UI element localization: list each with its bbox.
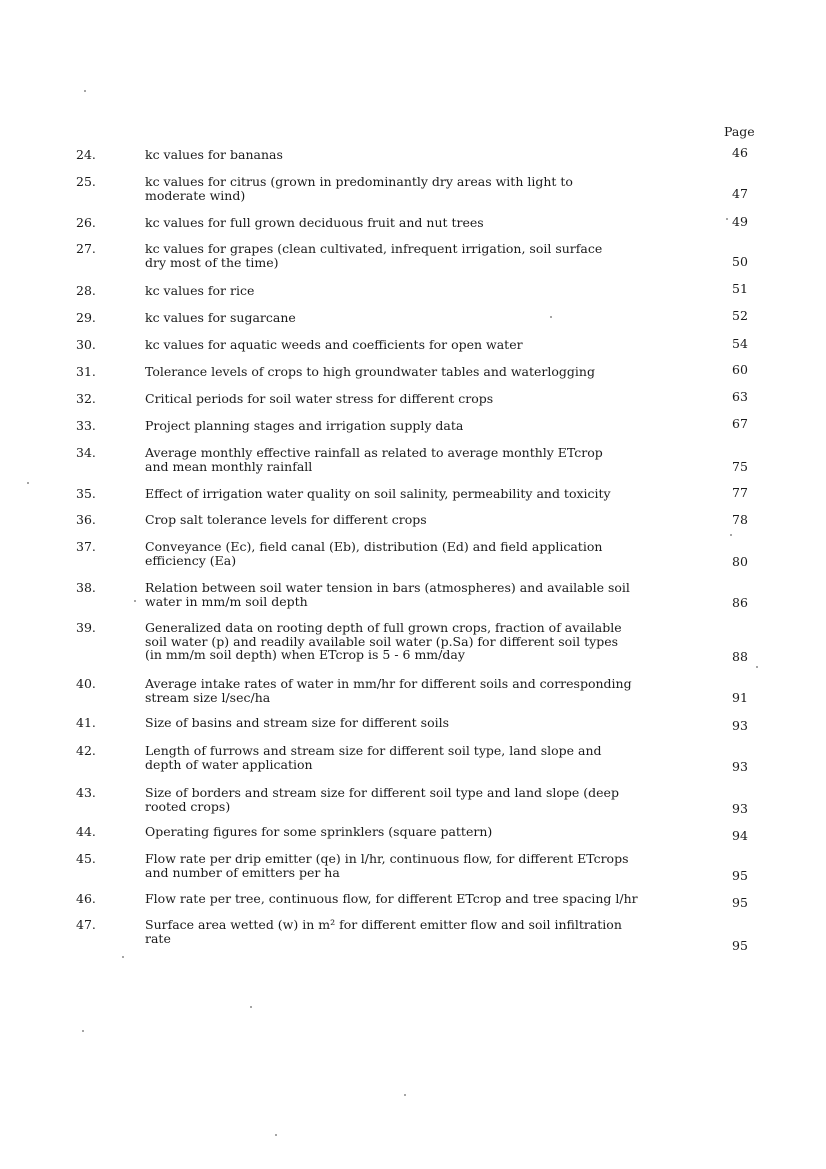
scan-speck	[730, 534, 732, 536]
scan-speck	[122, 956, 124, 958]
entry-number: 39.	[76, 620, 96, 635]
entry-title: kc values for full grown deciduous fruit and nut trees	[145, 215, 484, 230]
entry-title: Conveyance (Ec), field canal (Eb), distribution (Ed) and field application efficiency (Ea)	[145, 539, 603, 568]
scan-speck	[250, 1006, 252, 1008]
entry-title: Length of furrows and stream size for different soil type, land slope and depth of water application	[145, 743, 602, 772]
entry-title: Surface area wetted (w) in m² for different emitter flow and soil infiltration rate	[145, 917, 622, 946]
entry-number: 35.	[76, 486, 96, 501]
entry-page: 51	[732, 281, 748, 296]
entry-title: kc values for citrus (grown in predominantly dry areas with light to moderate wind)	[145, 174, 573, 203]
entry-title: Crop salt tolerance levels for different crops	[145, 512, 427, 527]
scan-speck	[82, 1030, 84, 1032]
entry-page: 95	[732, 938, 748, 953]
entry-number: 38.	[76, 580, 96, 595]
scan-speck	[550, 316, 552, 318]
entry-title: kc values for aquatic weeds and coefficients for open water	[145, 337, 523, 352]
entry-page: 52	[732, 308, 748, 323]
entry-number: 34.	[76, 445, 96, 460]
entry-number: 46.	[76, 891, 96, 906]
entry-number: 31.	[76, 364, 96, 379]
entry-page: 54	[732, 336, 748, 351]
entry-number: 28.	[76, 283, 96, 298]
entry-page: 93	[732, 718, 748, 733]
entry-title: Project planning stages and irrigation supply data	[145, 418, 464, 433]
entry-page: 93	[732, 801, 748, 816]
entry-page: 77	[732, 485, 748, 500]
scan-speck	[84, 90, 86, 92]
entry-page: 93	[732, 759, 748, 774]
entry-page: 80	[732, 554, 748, 569]
entry-title: Flow rate per tree, continuous flow, for different ETcrop and tree spacing l/hr	[145, 891, 638, 906]
entry-number: 27.	[76, 241, 96, 256]
entry-page: 78	[732, 512, 748, 527]
entry-number: 33.	[76, 418, 96, 433]
entry-page: 91	[732, 690, 748, 705]
scan-speck	[134, 600, 136, 602]
scan-speck	[404, 1094, 406, 1096]
entry-number: 29.	[76, 310, 96, 325]
entry-number: 26.	[76, 215, 96, 230]
entry-page: 47	[732, 186, 748, 201]
entry-title: kc values for bananas	[145, 147, 283, 162]
entry-page: 94	[732, 828, 748, 843]
entry-number: 37.	[76, 539, 96, 554]
entry-title: kc values for grapes (clean cultivated, infrequent irrigation, soil surface dry most of the time)	[145, 241, 603, 270]
entry-title: Average intake rates of water in mm/hr for different soils and corresponding stream size l/sec/ha	[145, 676, 632, 705]
entry-number: 32.	[76, 391, 96, 406]
scan-speck	[756, 666, 758, 668]
page-label: Page	[724, 124, 755, 139]
entry-page: 67	[732, 416, 748, 431]
entry-page: 95	[732, 895, 748, 910]
entry-title: Size of borders and stream size for different soil type and land slope (deep rooted crops)	[145, 785, 619, 814]
entry-number: 25.	[76, 174, 96, 189]
entry-number: 40.	[76, 676, 96, 691]
entry-title: Effect of irrigation water quality on soil salinity, permeability and toxicity	[145, 486, 611, 501]
entry-title: Generalized data on rooting depth of full grown crops, fraction of available soil water (p) and readily available soil water (p.Sa) for different soil types (in mm/m soil depth) when ETcrop is 5 - 6 mm/day	[145, 620, 622, 662]
entry-number: 30.	[76, 337, 96, 352]
entry-number: 45.	[76, 851, 96, 866]
entry-page: 49	[732, 214, 748, 229]
entry-page: 60	[732, 362, 748, 377]
entry-number: 43.	[76, 785, 96, 800]
entry-page: 88	[732, 649, 748, 664]
entry-title: kc values for sugarcane	[145, 310, 296, 325]
entry-title: Size of basins and stream size for different soils	[145, 715, 450, 730]
entry-title: Average monthly effective rainfall as related to average monthly ETcrop and mean monthly rainfall	[145, 445, 603, 474]
entry-page: 95	[732, 868, 748, 883]
scan-speck	[275, 1134, 277, 1136]
scan-speck	[27, 482, 29, 484]
entry-title: Relation between soil water tension in bars (atmospheres) and available soil water in mm/m soil depth	[145, 580, 630, 609]
entry-number: 42.	[76, 743, 96, 758]
entry-title: Tolerance levels of crops to high groundwater tables and waterlogging	[145, 364, 595, 379]
scan-speck	[726, 218, 728, 220]
entry-number: 36.	[76, 512, 96, 527]
entry-page: 50	[732, 254, 748, 269]
entry-title: Critical periods for soil water stress for different crops	[145, 391, 494, 406]
entry-number: 24.	[76, 147, 96, 162]
entry-number: 41.	[76, 715, 96, 730]
entry-number: 47.	[76, 917, 96, 932]
entry-page: 75	[732, 459, 748, 474]
entry-page: 46	[732, 145, 748, 160]
entry-title: Flow rate per drip emitter (qe) in l/hr, continuous flow, for different ETcrops and number of emitters per ha	[145, 851, 629, 880]
entry-number: 44.	[76, 824, 96, 839]
entry-title: Operating figures for some sprinklers (square pattern)	[145, 824, 493, 839]
entry-page: 63	[732, 389, 748, 404]
entry-title: kc values for rice	[145, 283, 255, 298]
entry-page: 86	[732, 595, 748, 610]
